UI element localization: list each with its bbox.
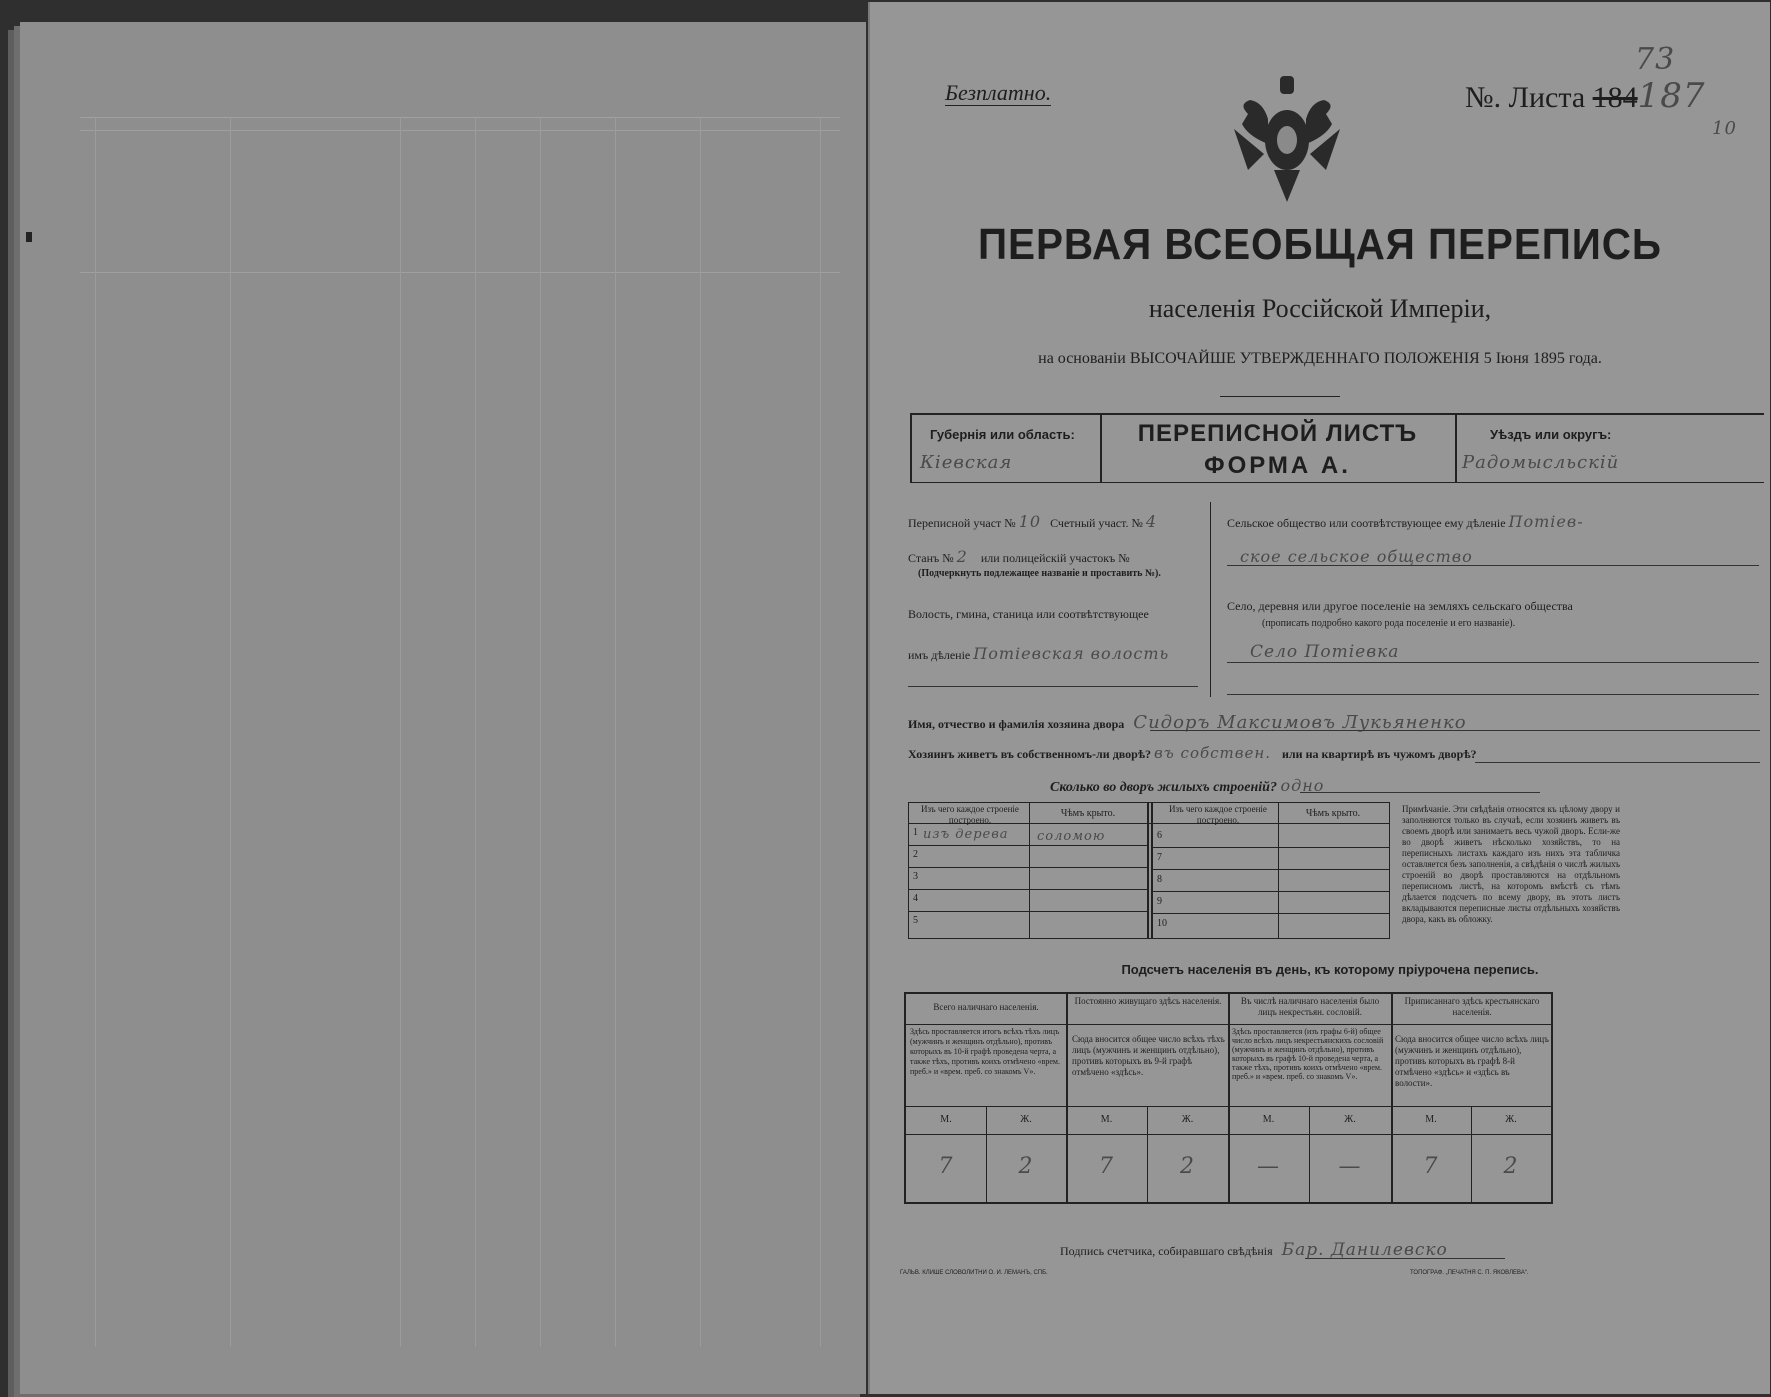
pop-col-4-f-value: 2 bbox=[1503, 1154, 1519, 1179]
sheet-number-top: 73 bbox=[1635, 42, 1676, 77]
building-row-7-n: 7 bbox=[1157, 852, 1162, 863]
building-row-9-n: 9 bbox=[1157, 896, 1162, 907]
pop-col-3-head: Въ числѣ наличнаго населенія было лицъ некрестьян. сословій. bbox=[1240, 996, 1380, 1017]
basis-line: на основаніи ВЫСОЧАЙШЕ УТВЕРЖДЕННАГО ПОЛОЖЕНІЯ 5 Іюня 1895 года. bbox=[1038, 350, 1602, 367]
building-row-5-n: 5 bbox=[913, 915, 918, 926]
pop-col-2-head: Постоянно живущаго здѣсь населенія. bbox=[1074, 996, 1222, 1006]
owner-label: Имя, отчество и фамилія хозяина двора bbox=[908, 717, 1125, 731]
pop-col-2-m-value: 7 bbox=[1099, 1154, 1114, 1179]
village-label: Село, деревня или другое поселеніе на земляхъ сельскаго общества bbox=[1227, 599, 1573, 613]
volost-label: Волость, гмина, станица или соотвѣтствующее bbox=[908, 607, 1149, 621]
rented-label: или на квартирѣ въ чужомъ дворѣ? bbox=[1282, 747, 1477, 761]
pop-col-1-head: Всего наличнаго населенія. bbox=[933, 1002, 1039, 1012]
building-row-1-n: 1 bbox=[913, 827, 918, 838]
pop-col-3-m-value: — bbox=[1257, 1154, 1280, 1179]
buildings-note: Примѣчаніе. Эти свѣдѣнія относятся къ цѣлому двору и заполняются только въ случаѣ, если хозяинъ живетъ въ своемъ дворѣ или занимаетъ весь чужой дворъ. Если-же во дворѣ живетъ нѣсколько хозяйствъ, то на переписныхъ листахъ каждаго изъ нихъ эта табличка оставляется безъ заполненія, а свѣдѣнія о числѣ жилыхъ строеній во дворѣ проставляются на отдѣльномъ переписномъ листѣ, на которомъ вмѣстѣ съ тѣмъ дѣлается подсчетъ по всему двору, въ этотъ листъ вкладываются переписные листы отдѣльныхъ хозяйствъ двора, какъ въ обложку. bbox=[1402, 804, 1620, 924]
pop-col-3-desc: Здѣсь проставляется (изъ графы 6-й) общее число всѣхъ лицъ некрестьянскихъ сословій (мужчинъ и женщинъ отдѣльно), противъ которыхъ въ графѣ 10-й проведена черта, а также тѣхъ, противъ коихъ отмѣчено «врем. преб.» и «врем. преб. со знакомъ V». bbox=[1232, 1027, 1384, 1081]
own-yard-value: въ собствен. bbox=[1154, 744, 1272, 762]
printer-left: ГАЛЬВ. КЛИШЕ СЛОВОЛИТНИ О. И. ЛЕМАНЪ, СПБ. bbox=[900, 1270, 1048, 1276]
society-label: Сельское общество или соотвѣтствующее ему дѣленіе bbox=[1227, 516, 1506, 530]
col-material-right: Изъ чего каждое строеніе построено. bbox=[1169, 804, 1267, 825]
signature-label: Подпись счетчика, собиравшаго свѣдѣнія bbox=[1060, 1244, 1273, 1258]
province-value: Кіевская bbox=[920, 452, 1013, 473]
pop-col-4-head: Приписаннаго здѣсь крестьянскаго населенія. bbox=[1404, 996, 1540, 1017]
left-page bbox=[20, 22, 866, 1394]
province-label: Губернія или область: bbox=[930, 427, 1075, 442]
free-label: Безплатно. bbox=[945, 80, 1052, 105]
buildings-table bbox=[908, 802, 1390, 939]
building-row-8-n: 8 bbox=[1157, 874, 1162, 885]
printer-right: ТОПОГРАФ. „ПЕЧАТНЯ С. П. ЯКОВЛЕВА“. bbox=[1410, 1270, 1529, 1276]
double-headed-eagle-crest bbox=[1228, 74, 1346, 208]
pop-col-4-m-value: 7 bbox=[1423, 1154, 1439, 1179]
pop-col-4-m-label: М. bbox=[1425, 1114, 1437, 1125]
signature-value: Бар. Данилевско bbox=[1281, 1240, 1448, 1260]
col-roof-right: Чѣмъ крыто. bbox=[1305, 808, 1361, 819]
page-subtitle: населенія Россійской Имперіи, bbox=[1148, 294, 1492, 323]
pop-col-2-m-label: М. bbox=[1100, 1114, 1113, 1125]
form-title: ПЕРЕПИСНОЙ ЛИСТЪ bbox=[1137, 420, 1418, 447]
pop-col-2-desc: Сюда вносится общее число всѣхъ тѣхъ лицъ (мужчинъ и женщинъ отдѣльно), противъ которыхъ въ 9-й графѣ отмѣчено «здѣсь». bbox=[1072, 1034, 1225, 1077]
district-value: Радомысльскій bbox=[1462, 452, 1620, 473]
pop-col-4-desc: Сюда вносится общее число всѣхъ лицъ (мужчинъ и женщинъ отдѣльно), противъ которыхъ въ графѣ 8-й отмѣчено «здѣсь» и «здѣсь въ волости». bbox=[1395, 1034, 1549, 1088]
count-section-value: 4 bbox=[1145, 512, 1158, 531]
village-note: (прописать подробно какого рода поселеніе и его названіе). bbox=[1262, 618, 1516, 629]
building-row-6-n: 6 bbox=[1157, 830, 1162, 841]
underline-note: (Подчеркнуть подлежащее названіе и проставить №). bbox=[918, 568, 1161, 579]
society-value-2: ское сельское общество bbox=[1240, 547, 1473, 566]
own-yard-label: Хозяинъ живетъ въ собственномъ-ли дворѣ? bbox=[908, 747, 1152, 761]
society-value-1: Потіев- bbox=[1508, 512, 1584, 531]
volost-label-2: имъ дѣленіе bbox=[908, 648, 971, 662]
pop-col-3-m-label: М. bbox=[1262, 1114, 1275, 1125]
ornament-divider bbox=[1220, 396, 1340, 397]
village-value: Село Потіевка bbox=[1250, 642, 1400, 662]
sheet-number-struck: 184 bbox=[1592, 81, 1638, 114]
stan-value: 2 bbox=[956, 547, 968, 566]
pop-col-1-desc: Здѣсь проставляется итогъ всѣхъ тѣхъ лицъ (мужчинъ и женщинъ отдѣльно), противъ которыхъ въ 10-й графѣ проведена черта, а также тѣхъ, противъ коихъ отмѣчено «врем. преб.» и «врем. преб. со знакомъ V». bbox=[910, 1027, 1060, 1076]
pop-col-4-f-label: Ж. bbox=[1505, 1114, 1517, 1125]
page-title: ПЕРВАЯ ВСЕОБЩАЯ ПЕРЕПИСЬ bbox=[978, 220, 1662, 269]
owner-value: Сидоръ Максимовъ Лукьяненко bbox=[1133, 712, 1467, 733]
sheet-number-value: 187 bbox=[1637, 76, 1706, 116]
building-row-10-n: 10 bbox=[1157, 918, 1167, 929]
census-section-label: Переписной участ № bbox=[908, 516, 1016, 530]
pop-col-3-f-value: — bbox=[1338, 1154, 1362, 1179]
pop-col-1-f-label: Ж. bbox=[1020, 1114, 1032, 1125]
margin-mark: 10 bbox=[1712, 118, 1737, 139]
pop-col-1-m-label: М. bbox=[940, 1114, 952, 1125]
pop-col-2-f-label: Ж. bbox=[1181, 1114, 1194, 1125]
buildings-value: одно bbox=[1280, 776, 1325, 795]
count-section-label: Счетный участ. № bbox=[1050, 516, 1143, 530]
form-subtitle: ФОРМА А. bbox=[1204, 452, 1351, 479]
building-row-1-roof: соломою bbox=[1037, 829, 1106, 844]
population-title: Подсчетъ населенія въ день, къ которому пріурочена перепись. bbox=[1121, 962, 1539, 977]
stan-label: Станъ № bbox=[908, 551, 954, 565]
census-sheet-page bbox=[868, 2, 1770, 1394]
pop-col-1-f-value: 2 bbox=[1018, 1154, 1034, 1179]
police-section-label: или полицейскій участокъ № bbox=[980, 551, 1130, 565]
building-row-1-material: изъ дерева bbox=[923, 827, 1009, 842]
building-row-4-n: 4 bbox=[913, 893, 918, 904]
volost-value: Потіевская волость bbox=[973, 644, 1170, 663]
binding-mark bbox=[26, 232, 32, 242]
pop-col-3-f-label: Ж. bbox=[1344, 1114, 1356, 1125]
pop-col-2-f-value: 2 bbox=[1180, 1154, 1195, 1179]
district-label: Уѣздъ или округъ: bbox=[1490, 427, 1612, 442]
buildings-label: Сколько во дворъ жилыхъ строеній? bbox=[1050, 780, 1277, 795]
building-row-3-n: 3 bbox=[913, 871, 918, 882]
col-material-left: Изъ чего каждое строеніе построено. bbox=[921, 804, 1019, 825]
building-row-2-n: 2 bbox=[913, 849, 918, 860]
census-section-value: 10 bbox=[1018, 512, 1042, 531]
pop-col-1-m-value: 7 bbox=[938, 1154, 954, 1179]
col-roof-left: Чѣмъ крыто. bbox=[1060, 808, 1116, 819]
population-table bbox=[904, 992, 1553, 1204]
sheet-number-label: №. Листа bbox=[1465, 81, 1586, 114]
